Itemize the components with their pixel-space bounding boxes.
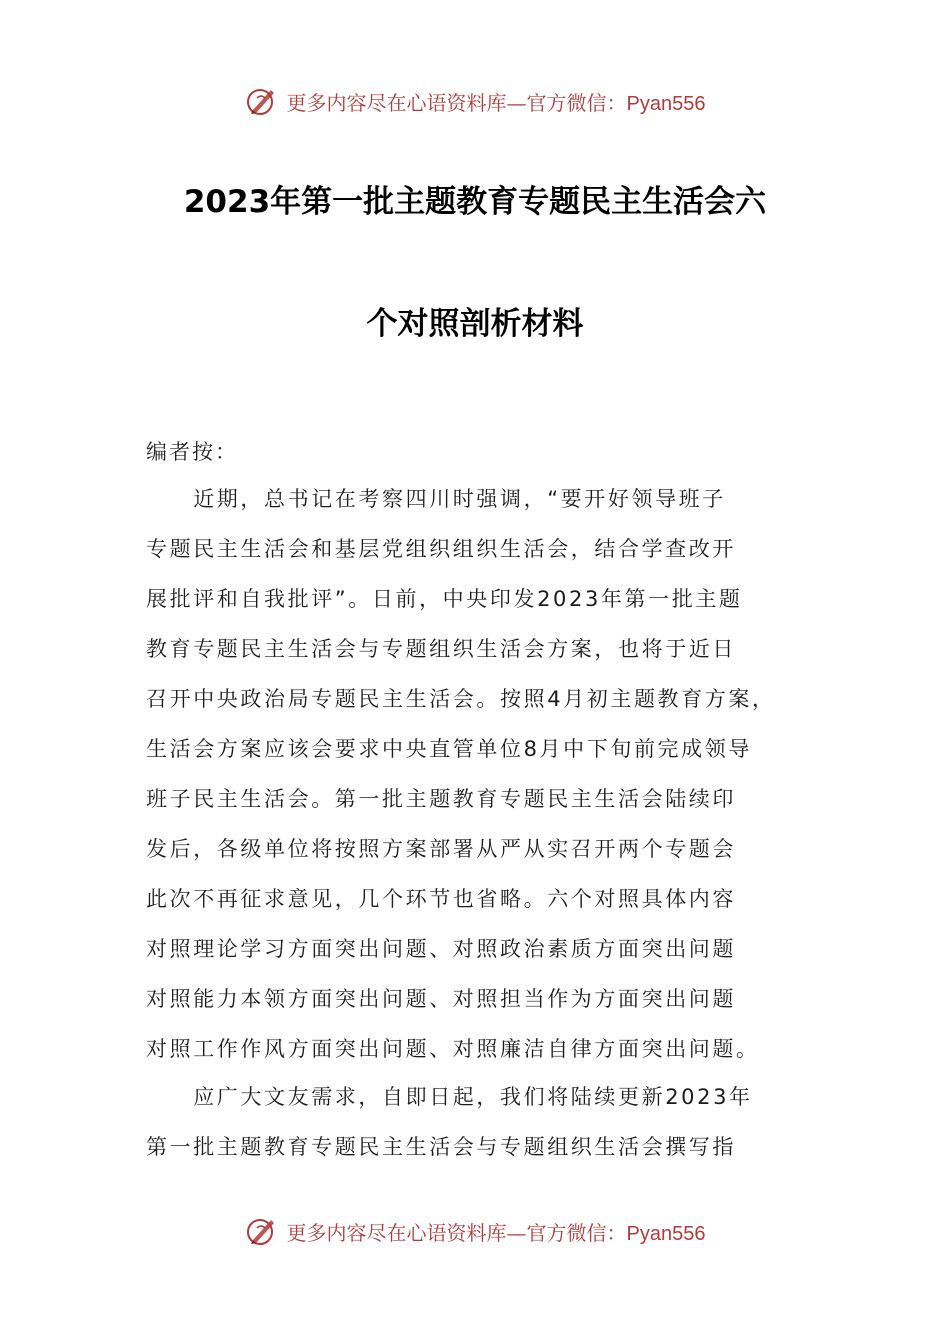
paragraph-line: 此次不再征求意见，几个环节也省略。六个对照具体内容: [146, 887, 736, 911]
watermark-label: 更多内容尽在心语资料库—官方微信：: [286, 1220, 627, 1245]
editor-note-label: 编者按：: [146, 440, 238, 464]
paragraph-line: 班子民主生活会。第一批主题教育专题民主生活会陆续印: [146, 787, 736, 811]
document-title-line-2: 个对照剖析材料: [366, 306, 584, 342]
paragraph-line: 对照工作作风方面突出问题、对照廉洁自律方面突出问题。: [146, 1037, 760, 1061]
paragraph-1: [146, 474, 806, 1074]
watermark-footer: [0, 1214, 950, 1248]
paragraph-line: 召开中央政治局专题民主生活会。按照4月初主题教育方案，: [146, 687, 776, 711]
pen-logo-icon: [245, 1214, 279, 1248]
paragraph-line: 专题民主生活会和基层党组织组织生活会，结合学查改开: [146, 537, 736, 561]
document-title-line-1: 2023年第一批主题教育专题民主生活会六: [183, 184, 767, 220]
wechat-id: Pyan556: [626, 1222, 706, 1245]
paragraph-line: 教育专题民主生活会与专题组织生活会方案，也将于近日: [146, 637, 736, 661]
paragraph-line: 第一批主题教育专题民主生活会与专题组织生活会撰写指: [146, 1135, 736, 1159]
paragraph-line: 对照能力本领方面突出问题、对照担当作为方面突出问题: [146, 987, 736, 1011]
paragraph-line: 应广大文友需求，自即日起，我们将陆续更新2023年: [146, 1085, 753, 1109]
paragraph-2: [146, 1072, 806, 1172]
paragraph-line: 发后，各级单位将按照方案部署从严从实召开两个专题会: [146, 837, 736, 861]
paragraph-line: 对照理论学习方面突出问题、对照政治素质方面突出问题: [146, 937, 736, 961]
watermark-header: [0, 84, 950, 118]
pen-logo-icon: [245, 84, 279, 118]
wechat-id: Pyan556: [626, 92, 706, 115]
paragraph-line: 近期，总书记在考察四川时强调，“要开好领导班子: [146, 487, 726, 511]
watermark-label: 更多内容尽在心语资料库—官方微信：: [286, 90, 627, 115]
paragraph-line: 生活会方案应该会要求中央直管单位8月中下旬前完成领导: [146, 737, 752, 761]
watermark-text: [287, 1217, 706, 1246]
paragraph-line: 展批评和自我批评”。日前，中央印发2023年第一批主题: [146, 587, 743, 611]
watermark-text: [287, 87, 706, 116]
